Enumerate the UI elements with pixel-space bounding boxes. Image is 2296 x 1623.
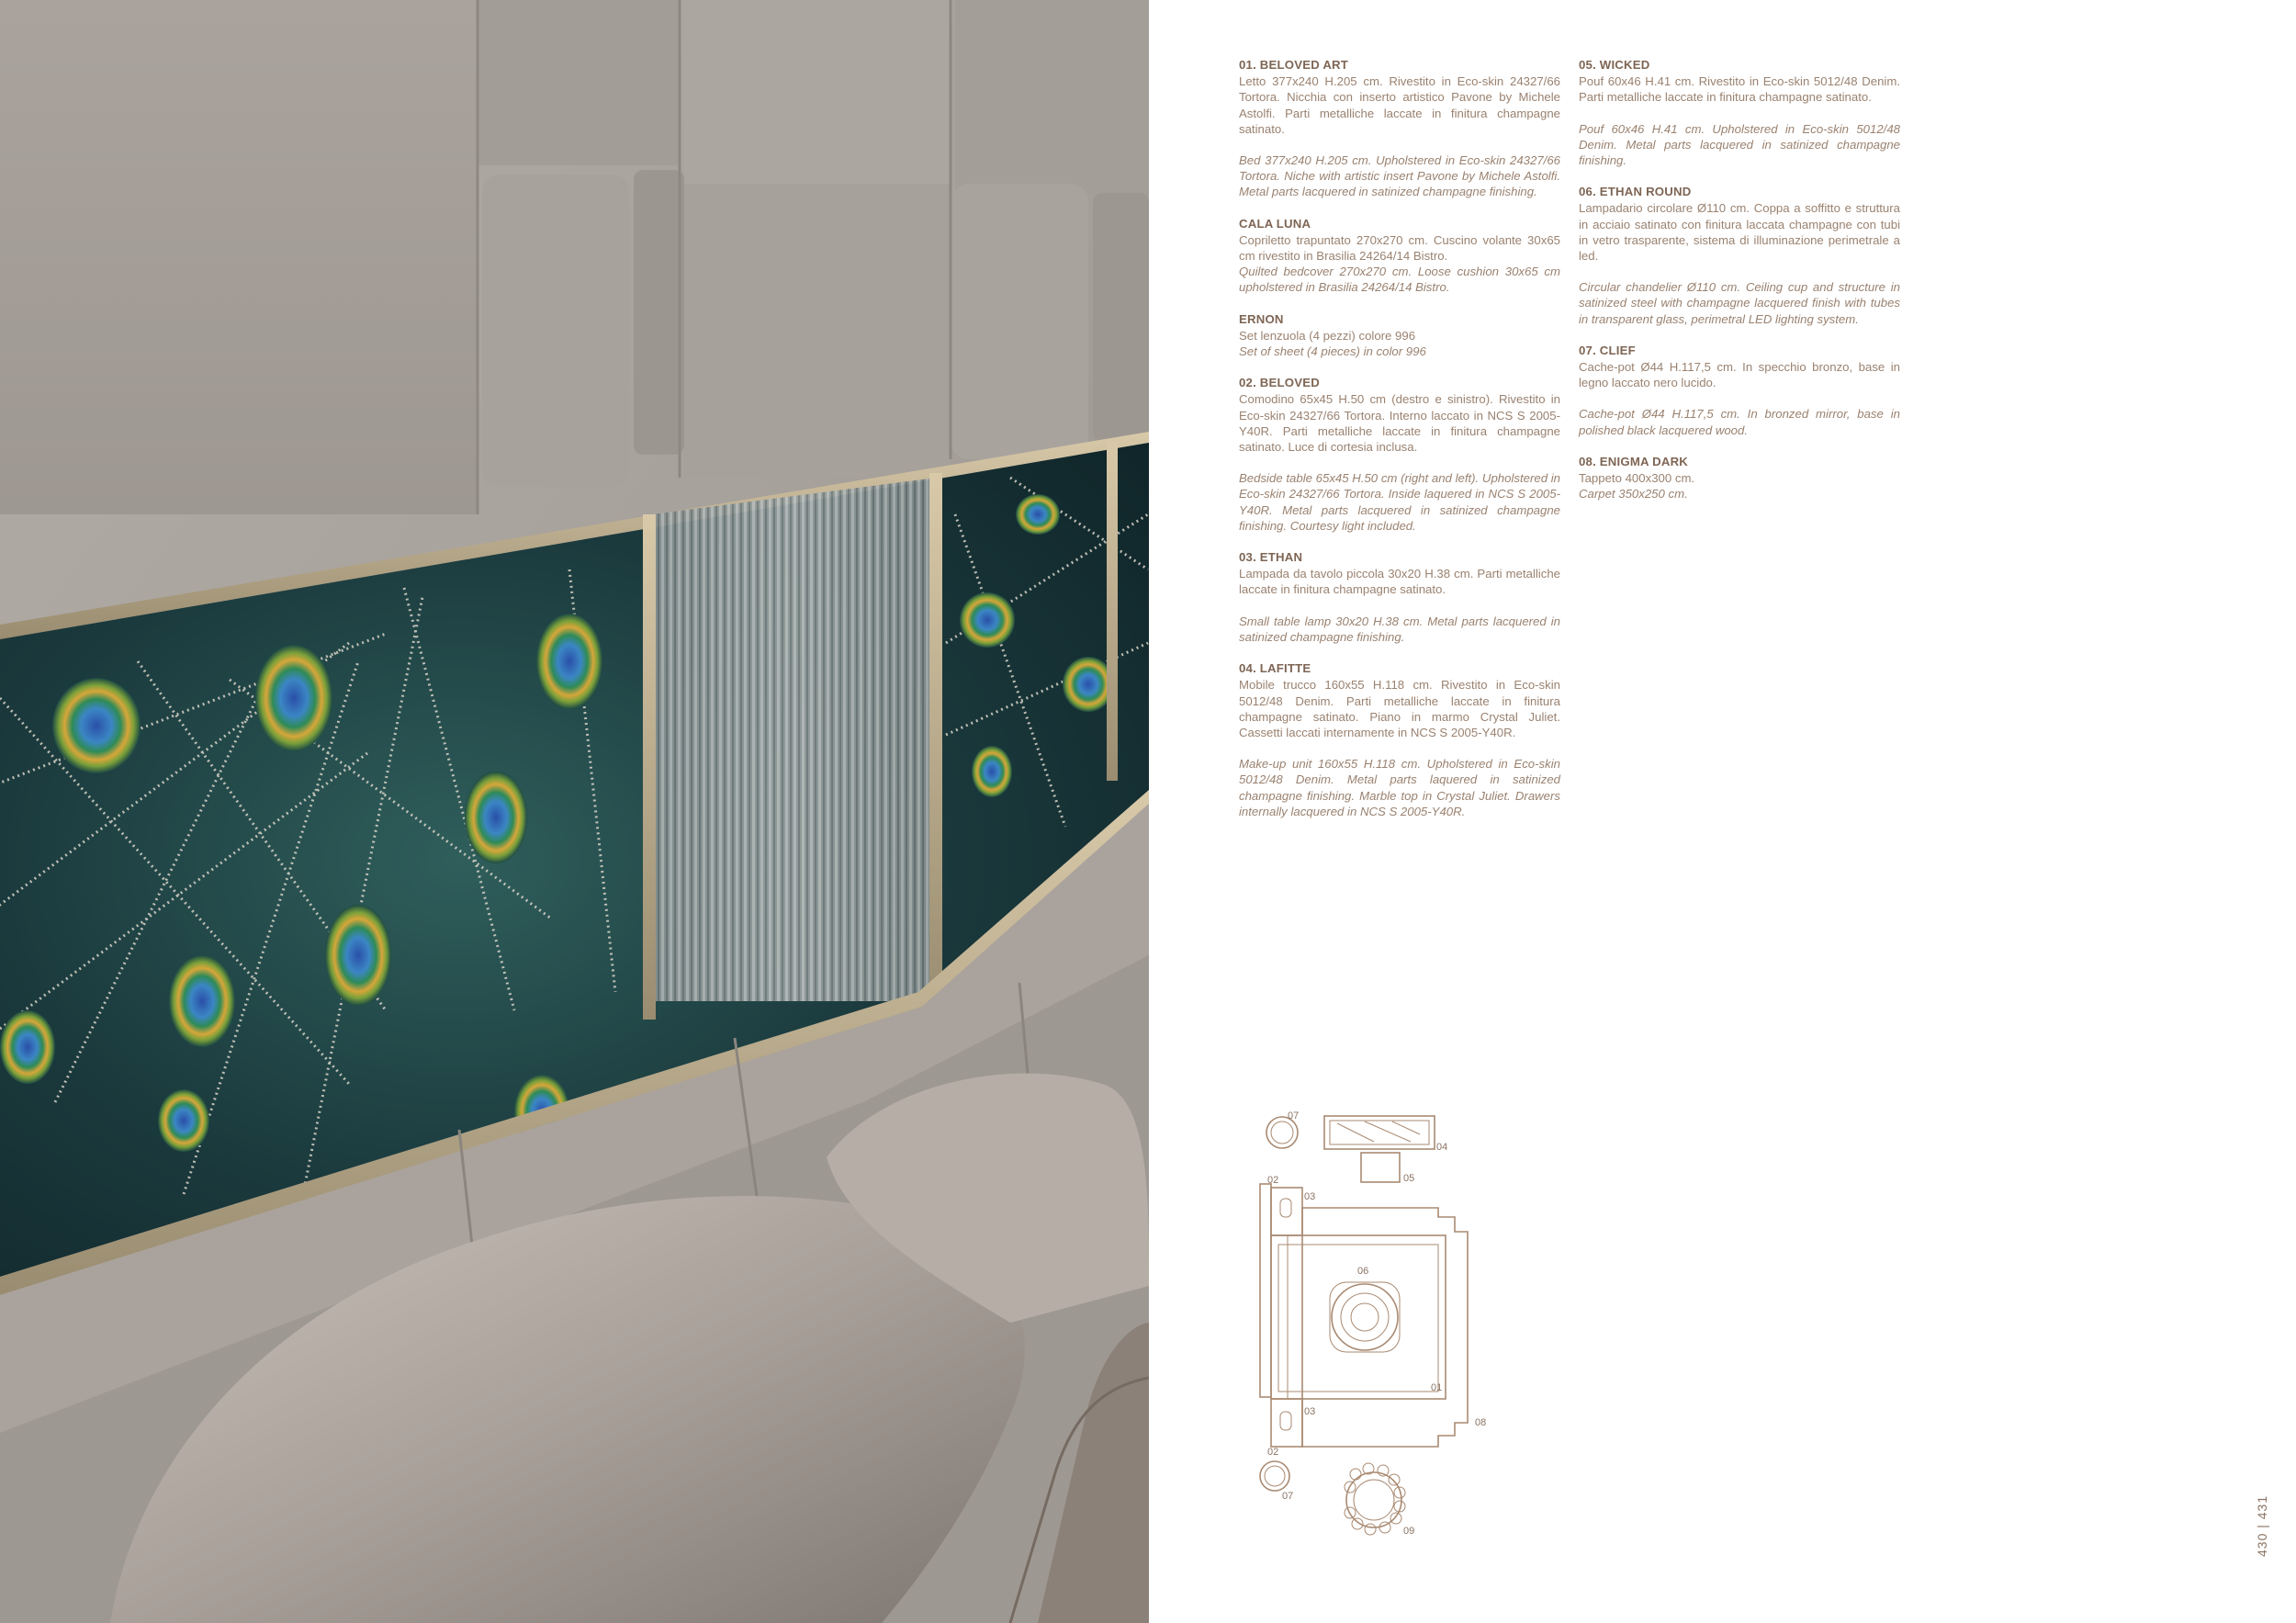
plan-label-08: 08 bbox=[1475, 1417, 1487, 1428]
pouf-05 bbox=[1361, 1153, 1400, 1182]
entry-text-english: Bed 377x240 H.205 cm. Upholstered in Eco-skin 24327/66 Tortora. Niche with artistic insert Pavone by Michele Astolfi. Metal parts lacquered in satinized champagne finishing. bbox=[1239, 153, 1560, 199]
entry-title: CALA LUNA bbox=[1239, 216, 1311, 231]
plan-label-06: 06 bbox=[1357, 1266, 1369, 1277]
plan-label-02: 02 bbox=[1267, 1447, 1279, 1458]
entry-title: 02. BELOVED bbox=[1239, 376, 1320, 390]
entry-text-italian: Mobile trucco 160x55 H.118 cm. Rivestito in Eco-skin 5012/48 Denim. Parti metalliche laccate in finitura champagne satinato. Piano in marmo Crystal Juliet. Cassetti laccati internamente in NCS S 2005-Y40R. bbox=[1239, 678, 1560, 739]
entry-title: 03. ETHAN bbox=[1239, 550, 1303, 565]
floor-plan-drawing bbox=[1255, 1107, 1503, 1548]
plan-label-01: 01 bbox=[1431, 1382, 1443, 1393]
entry-lafitte bbox=[1239, 660, 1560, 819]
entry-wicked bbox=[1579, 57, 1900, 168]
entry-title: 05. WICKED bbox=[1579, 58, 1650, 72]
entry-text-italian: Cache-pot Ø44 H.117,5 cm. In specchio bronzo, base in legno laccato nero lucido. bbox=[1579, 360, 1900, 390]
entry-text-english: Pouf 60x46 H.41 cm. Upholstered in Eco-skin 5012/48 Denim. Metal parts lacquered in satinized champagne finishing. bbox=[1579, 121, 1900, 168]
entry-text-english: Set of sheet (4 pieces) in color 996 bbox=[1239, 344, 1426, 359]
entry-text-italian: Pouf 60x46 H.41 cm. Rivestito in Eco-skin 5012/48 Denim. Parti metalliche laccate in finitura champagne satinato. bbox=[1579, 74, 1900, 105]
plan-label-07: 07 bbox=[1288, 1110, 1300, 1121]
entry-beloved bbox=[1239, 375, 1560, 534]
entry-enigma-dark bbox=[1579, 454, 1900, 502]
entry-cala-luna bbox=[1239, 216, 1560, 296]
plan-label-04: 04 bbox=[1436, 1142, 1448, 1153]
chandelier-06 bbox=[1332, 1284, 1398, 1350]
entry-text-italian: Letto 377x240 H.205 cm. Rivestito in Eco-skin 24327/66 Tortora. Nicchia con inserto artistico Pavone by Michele Astolfi. Parti metalliche laccate in finitura champagne satinato. bbox=[1239, 74, 1560, 136]
entry-text-italian: Lampada da tavolo piccola 30x20 H.38 cm. Parti metalliche laccate in finitura champagne satinato. bbox=[1239, 567, 1560, 597]
entry-text-english: Cache-pot Ø44 H.117,5 cm. In bronzed mirror, base in polished black lacquered wood. bbox=[1579, 407, 1900, 437]
entry-clief bbox=[1579, 343, 1900, 438]
entry-beloved-art bbox=[1239, 57, 1560, 200]
entry-text-italian: Comodino 65x45 H.50 cm (destro e sinistro). Rivestito in Eco-skin 24327/66 Tortora. Interno laccato in NCS S 2005-Y40R. Parti metalliche laccate in finitura champagne satinato. Luce di cortesia inclusa. bbox=[1239, 392, 1560, 455]
entry-ethan bbox=[1239, 549, 1560, 645]
entry-ernon bbox=[1239, 311, 1560, 360]
product-list-right bbox=[1579, 57, 1900, 517]
entry-title: 08. ENIGMA DARK bbox=[1579, 454, 1689, 468]
product-list-left bbox=[1239, 57, 1560, 835]
entry-text-english: Bedside table 65x45 H.50 cm (right and left). Upholstered in Eco-skin 24327/66 Tortora. Inside laquered in NCS S 2005-Y40R. Metal parts lacquered in satinized champagne finishing. Courtesy light included. bbox=[1239, 471, 1560, 533]
entry-text-english: Carpet 350x250 cm. bbox=[1579, 487, 1688, 502]
lamp-03-top bbox=[1280, 1199, 1291, 1217]
plan-label-07: 07 bbox=[1282, 1491, 1294, 1502]
entry-text-italian: Lampadario circolare Ø110 cm. Coppa a soffitto e struttura in acciaio satinato con finitura laccata champagne con tubi in vetro trasparente, sistema di illuminazione perimetrale a led. bbox=[1579, 201, 1900, 264]
floor-plan-diagram bbox=[1255, 1107, 1503, 1548]
plan-label-03: 03 bbox=[1304, 1191, 1316, 1202]
entry-title: 06. ETHAN ROUND bbox=[1579, 185, 1692, 199]
entry-title: 04. LAFITTE bbox=[1239, 661, 1311, 676]
plan-label-03: 03 bbox=[1304, 1406, 1316, 1417]
entry-text-english: Quilted bedcover 270x270 cm. Loose cushion 30x65 cm upholstered in Brasilia 24264/14 Bistro. bbox=[1239, 265, 1560, 295]
entry-title: ERNON bbox=[1239, 311, 1284, 326]
entry-title: 07. CLIEF bbox=[1579, 343, 1636, 357]
rug-08 bbox=[1302, 1208, 1468, 1447]
plan-label-02: 02 bbox=[1267, 1175, 1279, 1186]
entry-ethan-round bbox=[1579, 184, 1900, 327]
entry-text-english: Small table lamp 30x20 H.38 cm. Metal parts lacquered in satinized champagne finishing. bbox=[1239, 614, 1560, 644]
page-number: 430 | 431 bbox=[2255, 1494, 2269, 1557]
entry-text-english: Make-up unit 160x55 H.118 cm. Upholstered in Eco-skin 5012/48 Denim. Metal parts laquered in satinized champagne finishing. Marble top in Crystal Juliet. Drawers internally lacquered in NCS S 2005-Y40R. bbox=[1239, 757, 1560, 818]
entry-text-italian: Copriletto trapuntato 270x270 cm. Cuscino volante 30x65 cm rivestito in Brasilia 24264/14 Bistro. bbox=[1239, 232, 1560, 264]
bed-01 bbox=[1271, 1235, 1446, 1399]
entry-text-italian: Tappeto 400x300 cm. bbox=[1579, 471, 1695, 486]
entry-text-italian: Set lenzuola (4 pezzi) colore 996 bbox=[1239, 328, 1416, 343]
bedside-02-bottom bbox=[1271, 1399, 1302, 1447]
plan-label-09: 09 bbox=[1403, 1526, 1415, 1537]
entry-text-english: Circular chandelier Ø110 cm. Ceiling cup and structure in satinized steel with champagne lacquered finish with tubes in transparent glass, perimetral LED lighting system. bbox=[1579, 280, 1900, 326]
entry-title: 01. BELOVED ART bbox=[1239, 58, 1349, 72]
plan-label-05: 05 bbox=[1403, 1173, 1415, 1184]
bedside-02-top bbox=[1271, 1188, 1302, 1235]
lamp-03-bottom bbox=[1280, 1412, 1291, 1430]
headboard-01 bbox=[1260, 1184, 1271, 1397]
